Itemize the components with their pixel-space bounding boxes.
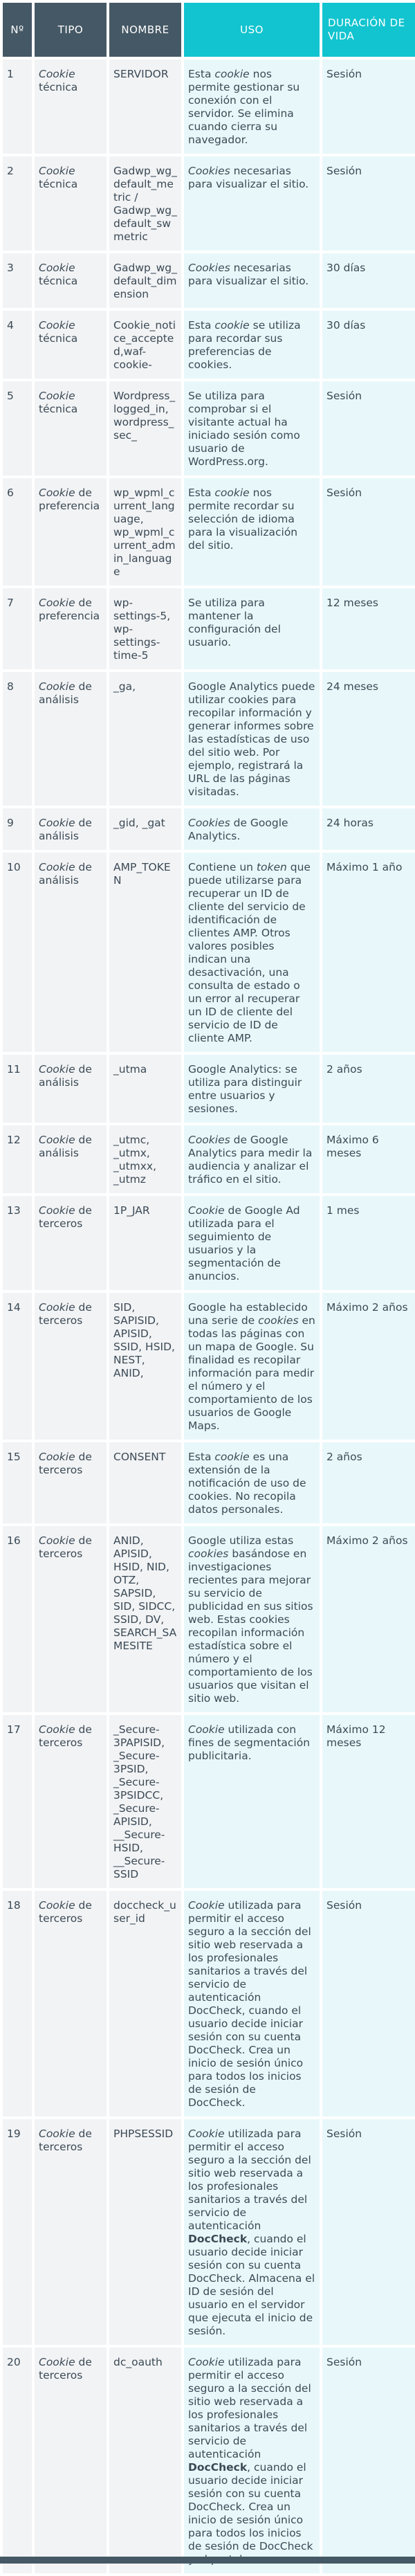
table-row [3,1125,415,1193]
table-row [3,853,415,1052]
cookie-use [184,253,320,308]
cookie-use [184,1526,320,1712]
cookie-type-emphasis: Cookie [39,597,75,609]
cookie-type-rest: de terceros [39,1899,92,1925]
cookie-use-text: cookie [214,68,250,80]
cookie-use-text: necesarias para visualizar el sitio. [188,262,309,287]
cookie-use-text: Cookie [188,2356,225,2368]
cookie-lifetime: Sesión [322,478,415,586]
cookie-lifetime: Sesión [322,2119,415,2345]
cookie-lifetime: 1 mes [322,1196,415,1290]
cookie-use-text: Esta [188,487,215,499]
cookie-use [184,1055,320,1123]
cookie-type-emphasis: Cookie [39,487,75,499]
row-number: 6 [3,478,32,586]
cookie-name: Wordpress_logged_in, wordpress_sec_ [109,381,181,475]
cookie-lifetime: 12 meses [322,588,415,669]
table-row [3,381,415,475]
cookie-use [184,808,320,850]
cookie-name: doccheck_user_id [109,1891,181,2116]
row-number: 10 [3,853,32,1052]
cookie-name: SERVIDOR [109,60,181,154]
cookie-type-rest: de análisis [39,861,92,887]
header-life: DURACIÓN DE VIDA [322,3,415,57]
row-number: 7 [3,588,32,669]
table-row [3,1196,415,1290]
cookie-use-text: se utiliza para recordar sus preferencias de cookies. [188,319,301,371]
table-row [3,1442,415,1523]
table-row [3,1293,415,1440]
cookie-type-emphasis: Cookie [39,1063,75,1076]
table-row [3,156,415,251]
cookie-use-text: de Google Ad utilizada para el seguimiento de usuarios y la segmentación de anuncios. [188,1204,300,1282]
cookie-use-text: es una extensión de la notificación de uso de cookies. No recopila datos personales. [188,1451,306,1516]
cookie-type [35,2348,107,2573]
cookie-type-rest: de terceros [39,2356,92,2382]
cookie-name: wp_wpml_current_language, wp_wpml_current_admin_language [109,478,181,586]
cookie-use [184,60,320,154]
cookie-use-text: de Google Analytics para medir la audiencia y analizar el tráfico en el sitio. [188,1134,313,1186]
header-type: TIPO [35,3,107,57]
cookie-type [35,2119,107,2345]
cookie-use [184,381,320,475]
header-name: NOMBRE [109,3,181,57]
cookie-type-emphasis: Cookie [39,1723,75,1736]
header-use: USO [184,3,320,57]
cookie-lifetime: Máximo 1 año [322,853,415,1052]
row-number: 8 [3,672,32,806]
cookie-use-text: cookies [188,1548,229,1560]
table-row [3,1526,415,1712]
row-number: 16 [3,1526,32,1712]
cookie-use-text: Cookie [188,1723,225,1736]
cookie-type-emphasis: Cookie [39,390,75,402]
cookie-type-rest: técnica [39,332,78,345]
row-number: 4 [3,311,32,379]
cookie-type [35,1293,107,1440]
cookie-name: _utmc, _utmx, _utmxx, _utmz [109,1125,181,1193]
row-number: 20 [3,2348,32,2573]
cookie-type-rest: técnica [39,178,78,190]
cookie-type [35,1891,107,2116]
cookie-name: Gadwp_wg_default_dimension [109,253,181,308]
cookie-use-text: que puede utilizarse para recuperar un ID de cliente del servicio de identificación de clientes AMP. Otros valores posibles indican una desactivación, una consulta de estado o un error al recuperar un ID de cliente del servicio de ID de cliente AMP. [188,861,311,1044]
cookie-type-emphasis: Cookie [39,2128,75,2140]
cookie-type [35,253,107,308]
cookie-type-emphasis: Cookie [39,1134,75,1146]
cookie-use-text: basándose en investigaciones recientes para mejorar su servicio de publicidad en sus sitios web. Estas cookies recopilan información estadística sobre el número y el comportamiento de los usuarios que visitan el sitio web. [188,1548,313,1705]
table-row [3,311,415,379]
cookie-name: _ga, [109,672,181,806]
cookie-lifetime: Sesión [322,156,415,251]
cookie-use-text: Contiene un [188,861,257,873]
cookie-type-rest: técnica [39,81,78,93]
table-row [3,588,415,669]
cookie-use [184,156,320,251]
cookie-use-text: necesarias para visualizar el sitio. [188,165,309,190]
cookie-lifetime: 24 horas [322,808,415,850]
cookie-use-text: cookie [214,487,250,499]
cookie-lifetime: Sesión [322,381,415,475]
cookie-type-rest: de preferencia [39,487,100,512]
cookie-name: SID, SAPISID, APISID, SSID, HSID, NEST, ANID, [109,1293,181,1440]
row-number: 1 [3,60,32,154]
cookie-use-text: utilizada para permitir el acceso seguro a la sección del sitio web reservada a los profesionales sanitarios a través del servicio de autenticación [188,2128,311,2232]
table-row [3,1055,415,1123]
cookie-type-rest: de terceros [39,1723,92,1749]
cookie-type-rest: de terceros [39,1451,92,1476]
row-number: 9 [3,808,32,850]
cookie-use-text: cookie [214,1451,250,1463]
table-row [3,808,415,850]
cookie-lifetime: 30 días [322,253,415,308]
cookie-type-rest: de análisis [39,817,92,842]
cookie-type [35,60,107,154]
cookie-type-emphasis: Cookie [39,1451,75,1463]
table-row [3,478,415,586]
cookie-use [184,853,320,1052]
cookie-use-text: Cookie [188,1204,225,1217]
cookie-use-text: Esta [188,68,215,80]
cookie-type [35,588,107,669]
cookie-type-rest: de terceros [39,1301,92,1327]
cookie-type-rest: de terceros [39,1204,92,1230]
cookie-use [184,478,320,586]
cookie-use-text: de Google Analytics. [188,817,288,842]
cookie-name: PHPSESSID [109,2119,181,2345]
cookie-use [184,2119,320,2345]
cookie-type-rest: técnica [39,403,78,415]
table-row [3,1891,415,2116]
cookie-type [35,381,107,475]
cookie-type-emphasis: Cookie [39,165,75,177]
row-number: 11 [3,1055,32,1123]
cookie-type-emphasis: Cookie [39,1534,75,1547]
cookie-use [184,1442,320,1523]
cookie-type-emphasis: Cookie [39,1899,75,1912]
cookie-use-text: Cookies [188,262,230,274]
cookie-use-text: Google utiliza estas [188,1534,294,1547]
cookie-type [35,156,107,251]
cookie-use [184,1891,320,2116]
cookie-lifetime: Máximo 12 meses [322,1715,415,1888]
cookie-name: Cookie_notice_accepted,waf-cookie- [109,311,181,379]
cookie-type-emphasis: Cookie [39,319,75,332]
row-number: 15 [3,1442,32,1523]
cookie-type [35,853,107,1052]
cookie-name: wp-settings-5, wp-settings-time-5 [109,588,181,669]
cookie-type-rest: de análisis [39,1063,92,1089]
cookie-lifetime: Sesión [322,1891,415,2116]
cookie-use [184,672,320,806]
row-number: 5 [3,381,32,475]
table-header-row [3,3,415,57]
cookie-type-rest: de análisis [39,1134,92,1159]
cookie-type [35,1196,107,1290]
row-number: 12 [3,1125,32,1193]
cookie-type-rest: de preferencia [39,597,100,622]
cookie-lifetime: 2 años [322,1055,415,1123]
cookie-use-text: Cookies [188,817,230,829]
cookie-name: _Secure-3PAPISID, _Secure-3PSID, _Secure-3PSIDCC, _Secure-APISID, __Secure-HSID, __Secure-SSID [109,1715,181,1888]
cookie-lifetime: 2 años [322,1442,415,1523]
cookie-lifetime: Sesión [322,2348,415,2573]
cookie-use [184,2348,320,2573]
cookie-use-text: DocCheck [188,2233,248,2245]
cookie-use-text: utilizada para permitir el acceso seguro a la sección del sitio web reservada a los profesionales sanitarios a través del servicio de autenticación DocCheck, cuando el usuario decide iniciar sesión con su cuenta DocCheck. Crea un inicio de sesión único para todos los inicios de sesión de DocCheck. [188,1899,311,2109]
cookie-name: CONSENT [109,1442,181,1523]
cookie-use-text: Se utiliza para comprobar si el visitante actual ha iniciado sesión como usuario de WordPress.org. [188,390,300,468]
cookie-use-text: cookies [258,1314,299,1327]
cookie-use-text: , cuando el usuario decide iniciar sesión con su cuenta DocCheck. Crea un inicio de sesión único para todos los inicios de sesión de DocCheck [188,2461,313,2552]
row-number: 19 [3,2119,32,2345]
cookie-type-emphasis: Cookie [39,262,75,274]
table-row [3,2348,415,2573]
cookie-lifetime: Máximo 2 años [322,1293,415,1440]
cookie-use-text: utilizada para permitir el acceso seguro a la sección del sitio web reservada a los profesionales sanitarios a través del servicio de autenticación [188,2356,311,2460]
bottom-bar [0,2557,415,2564]
cookie-type-rest: de análisis [39,680,92,706]
cookie-use-text: nos permite gestionar su conexión con el servidor. Se elimina cuando cierra su navegador. [188,68,300,146]
cookie-name: _gid, _gat [109,808,181,850]
cookie-type-rest: técnica [39,275,78,287]
cookie-type [35,1055,107,1123]
table-row [3,1715,415,1888]
cookie-use [184,1125,320,1193]
cookie-use-text: Esta [188,319,215,332]
cookie-use-text: en todas las páginas con un mapa de Google. Su finalidad es recopilar información para medir el número y el comportamiento de los usuarios de Google Maps. [188,1314,315,1432]
cookie-use-text: Google ha establecido una serie de [188,1301,308,1327]
cookie-name: _utma [109,1055,181,1123]
cookie-use [184,1196,320,1290]
row-number: 2 [3,156,32,251]
cookie-use-text: Google Analytics puede utilizar cookies para recopilar información y generar informes sobre las estadísticas de uso del sitio web. Por ejemplo, registrará la URL de las páginas visitadas. [188,680,315,798]
row-number: 3 [3,253,32,308]
cookie-type-emphasis: Cookie [39,680,75,693]
cookie-use [184,311,320,379]
cookie-use-text: cookie [214,319,250,332]
cookie-type [35,478,107,586]
row-number: 18 [3,1891,32,2116]
row-number: 14 [3,1293,32,1440]
cookie-use-text: token [256,861,287,873]
cookie-name: 1P_JAR [109,1196,181,1290]
cookie-name: AMP_TOKEN [109,853,181,1052]
cookie-type-emphasis: Cookie [39,1301,75,1314]
cookie-lifetime: Sesión [322,60,415,154]
cookie-use [184,1293,320,1440]
cookie-type-emphasis: Cookie [39,2356,75,2368]
table-row [3,253,415,308]
cookie-type [35,1125,107,1193]
cookie-lifetime: 30 días [322,311,415,379]
cookie-use [184,1715,320,1888]
cookie-use-text: utilizada con fines de segmentación publicitaria. [188,1723,311,1762]
cookie-lifetime: Máximo 6 meses [322,1125,415,1193]
cookie-use-text: Cookies [188,165,230,177]
cookie-name: dc_oauth [109,2348,181,2573]
cookie-use-text: nos permite recordar su selección de idioma para la visualización del sitio. [188,487,298,552]
row-number: 17 [3,1715,32,1888]
cookie-type [35,672,107,806]
cookie-use [184,588,320,669]
cookie-type-emphasis: Cookie [39,817,75,829]
row-number: 13 [3,1196,32,1290]
cookie-use-text: Cookies [188,1134,230,1146]
cookie-use-text: Se utiliza para mantener la configuración del usuario. [188,597,281,648]
cookie-name: ANID, APISID, HSID, NID, OTZ, SAPSID, SID, SIDCC, SSID, DV, SEARCH_SAMESITE [109,1526,181,1712]
cookie-type-emphasis: Cookie [39,861,75,873]
cookie-type-emphasis: Cookie [39,1204,75,1217]
table-row [3,60,415,154]
cookie-type [35,1526,107,1712]
cookie-use-text: DocCheck [188,2461,248,2474]
cookie-lifetime: 24 meses [322,672,415,806]
cookie-name: Gadwp_wg_default_metric / Gadwp_wg_default_swmetric [109,156,181,251]
cookie-type [35,1442,107,1523]
cookie-type [35,1715,107,1888]
table-row [3,672,415,806]
cookie-use-text: Esta [188,1451,215,1463]
cookie-use-text: Google Analytics: se utiliza para distinguir entre usuarios y sesiones. [188,1063,302,1115]
cookie-type [35,311,107,379]
header-num: Nº [3,3,32,57]
cookie-type-emphasis: Cookie [39,68,75,80]
table-body [3,60,415,2573]
cookie-type-rest: de terceros [39,2128,92,2153]
cookie-use-text: Cookie [188,1899,225,1912]
table-row [3,2119,415,2345]
cookie-use-text: Cookie [188,2128,225,2140]
cookie-use-text: , cuando el usuario decide iniciar sesión con su cuenta DocCheck. Almacena el ID de sesión del usuario en el servidor que ejecuta el inicio de sesión. [188,2233,315,2337]
cookie-type [35,808,107,850]
cookie-type-rest: de terceros [39,1534,92,1560]
cookie-lifetime: Máximo 2 años [322,1526,415,1712]
